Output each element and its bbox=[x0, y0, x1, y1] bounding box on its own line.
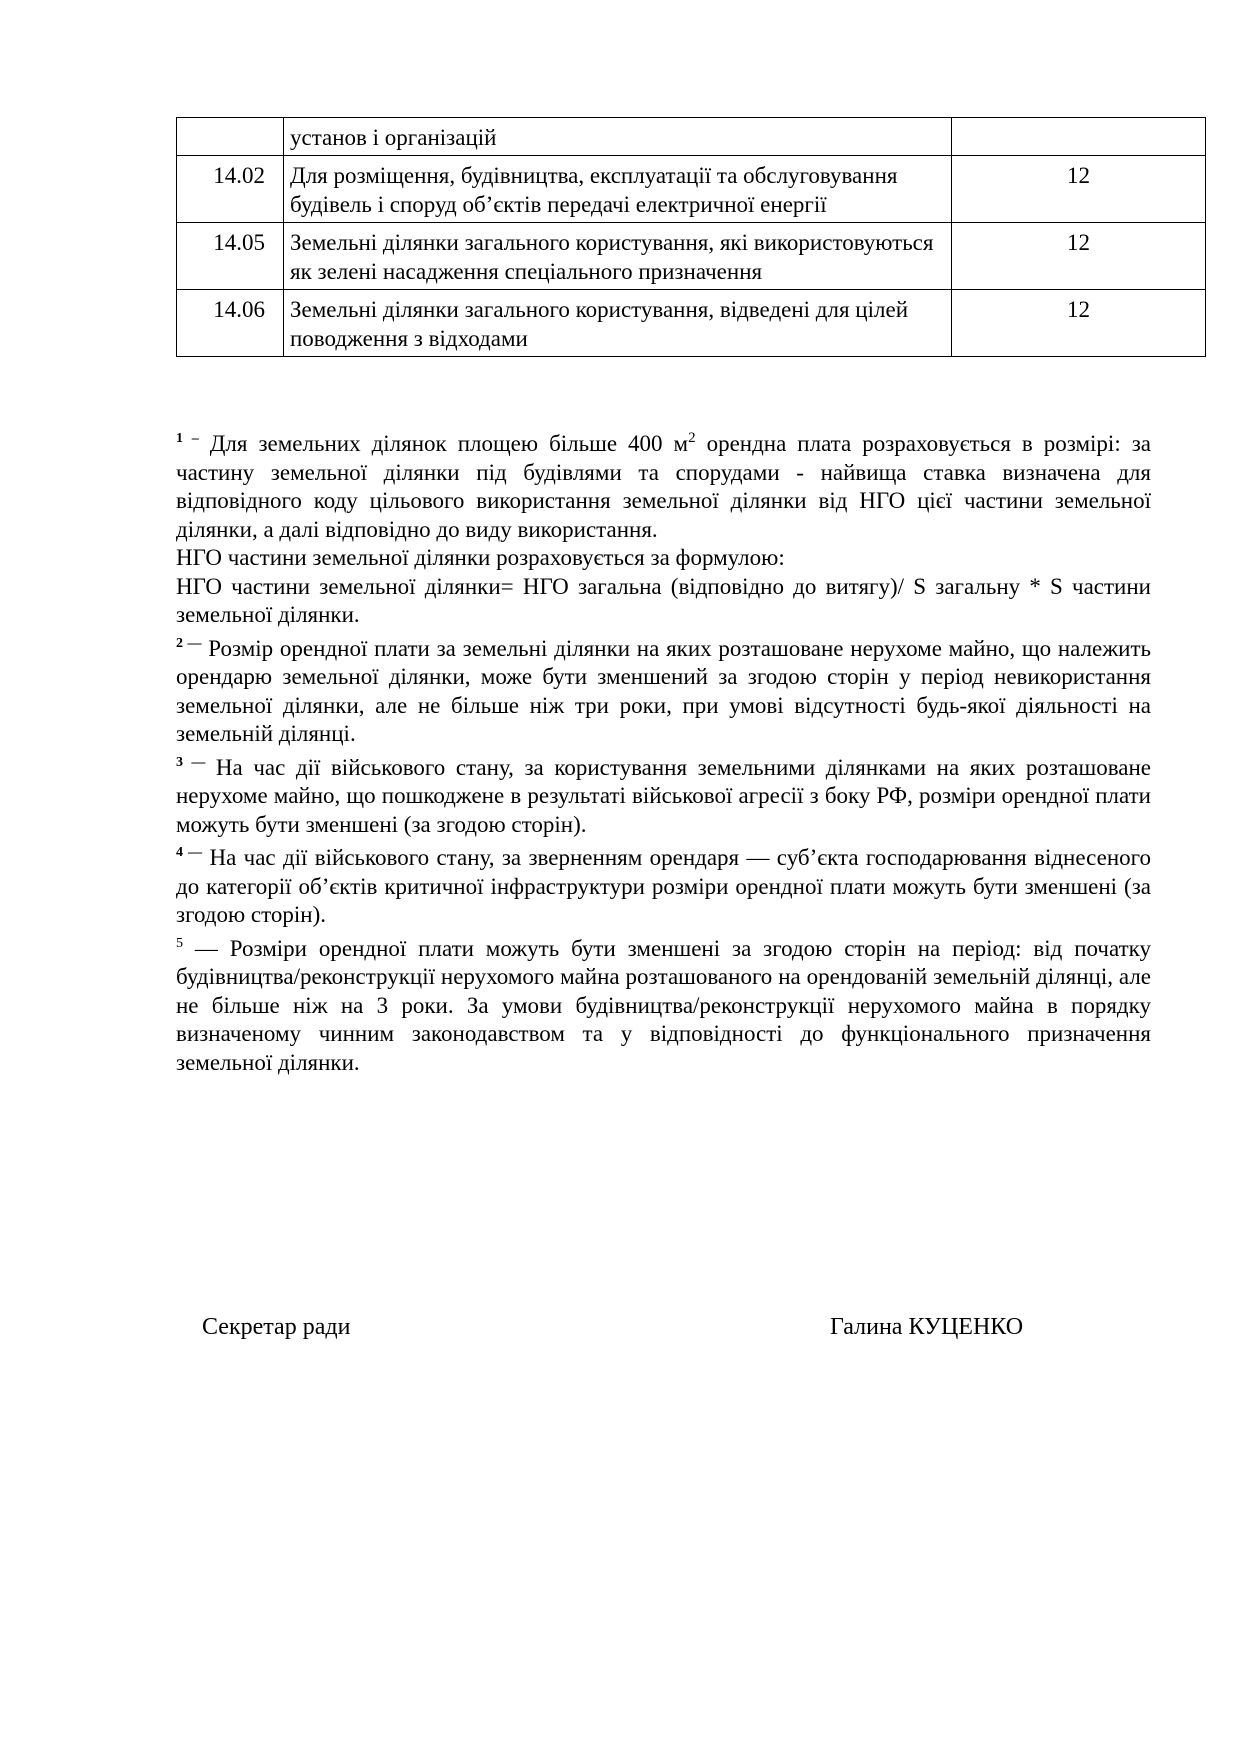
formula: НГО частини земельної ділянки= НГО загальна (відповідно до витягу)/ S загальну * S частини земельної ділянки. bbox=[176, 573, 1151, 627]
row-description: Земельні ділянки загального користування, відведені для цілей поводження з відходами bbox=[284, 290, 952, 357]
footnote-4 bbox=[176, 839, 1151, 930]
footnote-text: Для земельних ділянок площею більше 400 м bbox=[198, 431, 689, 456]
table-row bbox=[177, 223, 1206, 290]
row-rate: 12 bbox=[952, 223, 1206, 290]
formula-intro: НГО частини земельної ділянки розраховується за формулою: bbox=[176, 545, 785, 570]
footnotes bbox=[176, 425, 1151, 1077]
footnote-3 bbox=[176, 749, 1151, 840]
row-code: 14.05 bbox=[177, 223, 284, 290]
table-row bbox=[177, 290, 1206, 357]
footnote-marker: 5 bbox=[176, 935, 183, 951]
table-row bbox=[177, 118, 1206, 156]
row-description: установ і організацій bbox=[284, 118, 952, 156]
footnote-text: орендна плата розраховується в розмірі: за частину земельної ділянки під будівлями та спорудами - найвища ставка визначена для відповідного коду цільового використання земельної ділянки від НГО цієї частини земельної ділянки, а далі відповідно до виду використання. bbox=[176, 431, 1151, 542]
footnote-marker: 1 – bbox=[176, 431, 199, 446]
row-rate: 12 bbox=[952, 156, 1206, 223]
row-description: Для розміщення, будівництва, експлуатації та обслуговування будівель і споруд об’єктів передачі електричної енергії bbox=[284, 156, 952, 223]
footnote-2 bbox=[176, 630, 1151, 749]
footnote-marker: 3 — bbox=[176, 754, 206, 770]
footnote-text: На час дії військового стану, за зверненням орендаря — суб’єкта господарювання віднесеного до категорії об’єктів критичної інфраструктури розміри орендної плати можуть бути зменшені (за згодою сторін). bbox=[176, 845, 1152, 927]
square-superscript: 2 bbox=[688, 430, 696, 446]
footnote-marker: 2 — bbox=[176, 635, 202, 651]
footnote-marker: 4 — bbox=[176, 845, 203, 860]
table-row bbox=[177, 156, 1206, 223]
signature-name: Галина КУЦЕНКО bbox=[830, 1314, 1024, 1340]
footnote-5 bbox=[176, 930, 1151, 1078]
footnote-text: На час дії військового стану, за користування земельними ділянками на яких розташоване нерухоме майно, що пошкоджене в результаті військової агресії з боку РФ, розміри орендної плати можуть бути зменшені (за згодою сторін). bbox=[176, 754, 1152, 837]
row-code: 14.06 bbox=[177, 290, 284, 357]
signature-position: Секретар ради bbox=[202, 1314, 351, 1340]
row-code bbox=[177, 118, 284, 156]
row-description: Земельні ділянки загального користування, які використовуються як зелені насадження спеціального призначення bbox=[284, 223, 952, 290]
row-rate bbox=[952, 118, 1206, 156]
footnote-text: Розмір орендної плати за земельні ділянки на яких розташоване нерухоме майно, що належить орендарю земельної ділянки, може бути зменшений за згодою сторін у період невикористання земельної ділянки, але не більше ніж три роки, при умові відсутності будь-якої діяльності на земельній ділянці. bbox=[176, 635, 1151, 746]
footnote-1 bbox=[176, 425, 1151, 544]
row-rate: 12 bbox=[952, 290, 1206, 357]
row-code: 14.02 bbox=[177, 156, 284, 223]
rates-table bbox=[176, 117, 1206, 357]
footnote-text: — Розміри орендної плати можуть бути зменшені за згодою сторін на період: від початку будівництва/реконструкції нерухомого майна розташованого на орендованій земельній ділянці, але не більше ніж на 3 роки. За умови будівництва/реконструкції нерухомого майна в порядку визначеному чинним законодавством та у відповідності до функціонального призначення земельної ділянки. bbox=[176, 935, 1151, 1075]
